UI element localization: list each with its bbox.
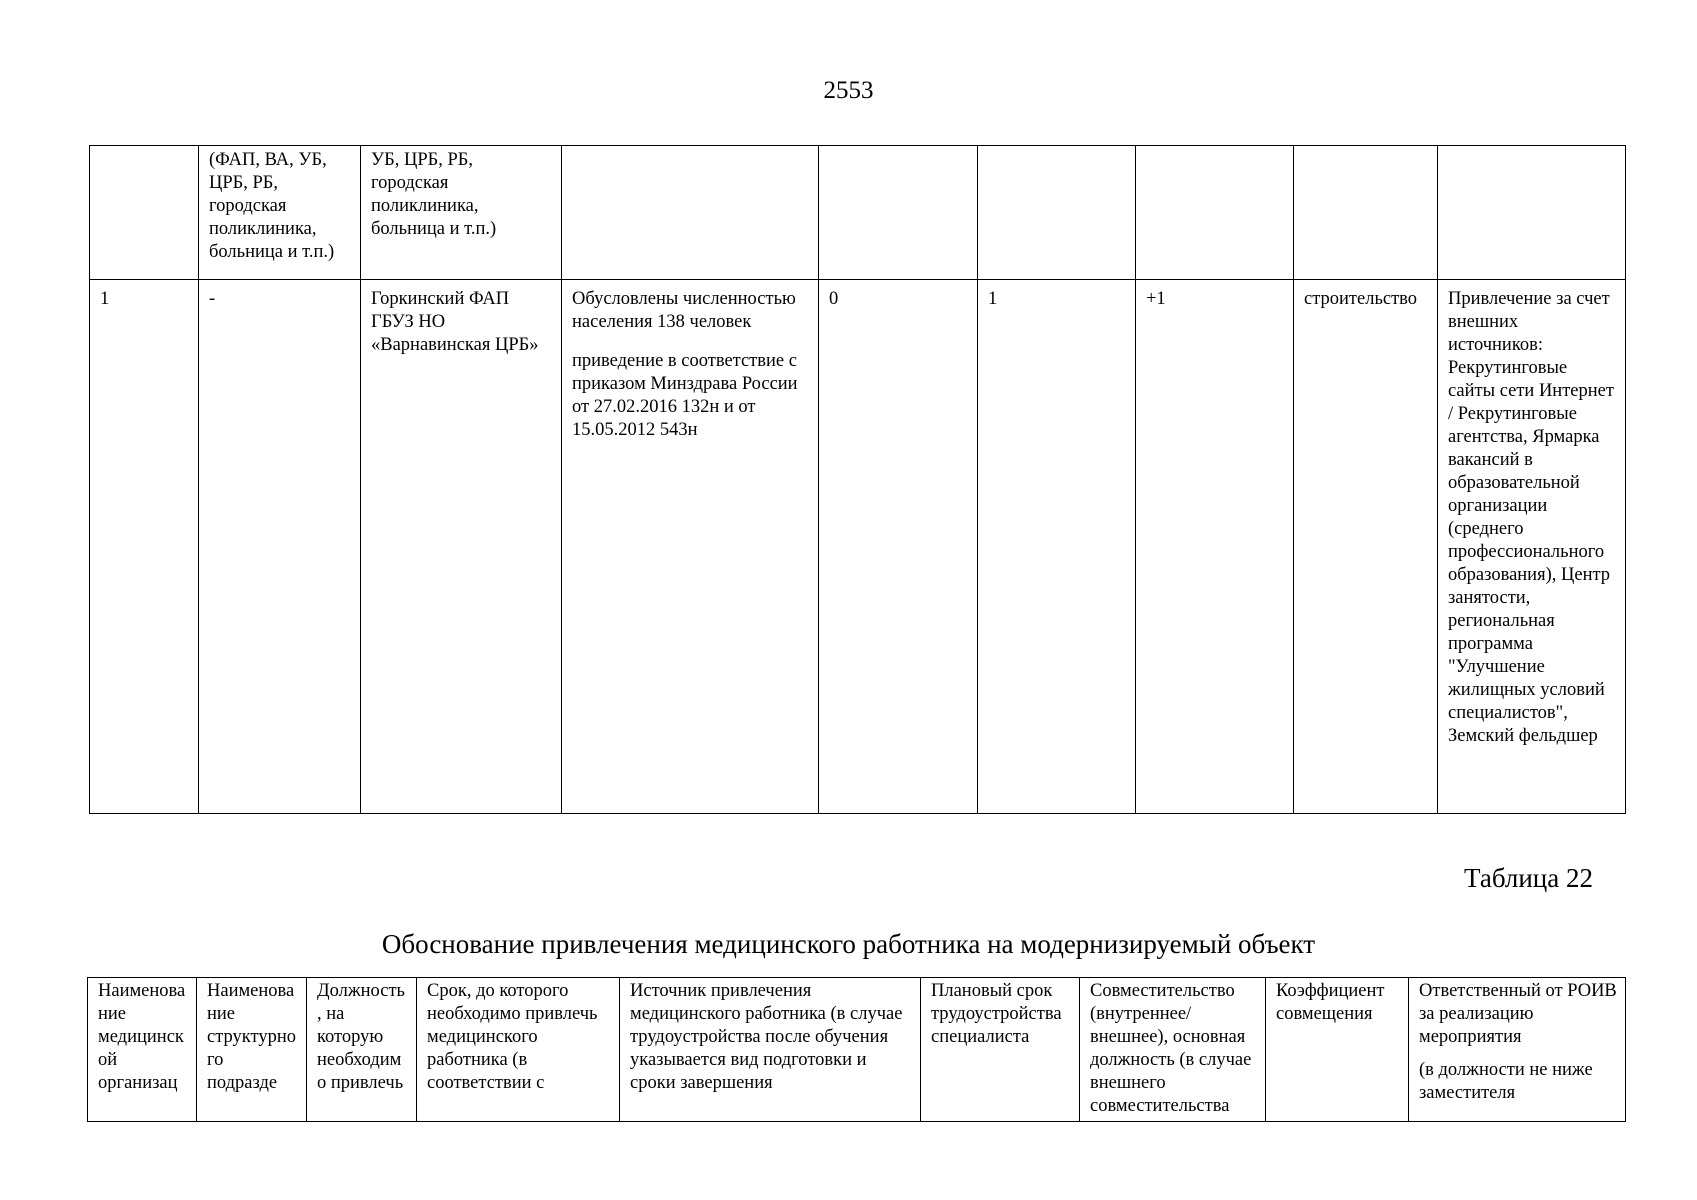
table-title: Обоснование привлечения медицинского работника на модернизируемый объект bbox=[381, 929, 1316, 959]
column-header: Срок, до которого необходимо привлечь медицинского работника (в соответствии с bbox=[417, 978, 620, 1122]
facility-name: Горкинский ФАП ГБУЗ НО «Варнавинская ЦРБ» bbox=[361, 280, 562, 814]
bottom-table bbox=[87, 977, 1626, 1122]
value-after: 1 bbox=[978, 280, 1136, 814]
column-header: Наименование медицинской организац bbox=[88, 978, 197, 1122]
column-header: Наименование структурного подразде bbox=[197, 978, 307, 1122]
justification-cell bbox=[562, 280, 819, 814]
justification-population: Обусловлены численностью населения 138 человек bbox=[572, 289, 796, 332]
responsible-header-note: (в должности не ниже заместителя bbox=[1419, 1060, 1593, 1103]
column-header: Плановый срок трудоустройства специалиста bbox=[921, 978, 1080, 1122]
table-cell bbox=[819, 146, 978, 280]
row-dash: - bbox=[199, 280, 361, 814]
table-cell: (ФАП, ВА, УБ, ЦРБ, РБ, городская поликлиника, больница и т.п.) bbox=[199, 146, 361, 280]
attraction-sources: Привлечение за счет внешних источников: Рекрутинговые сайты сети Интернет / Рекрутинговые агентства, Ярмарка вакансий в образовательной организации (среднего профессионального образования), Центр занятости, региональная программа "Улучшение жилищных условий специалистов", Земский фельдшер bbox=[1438, 280, 1626, 814]
table-cell bbox=[562, 146, 819, 280]
table-cell bbox=[1294, 146, 1438, 280]
column-header: Совместительство (внутреннее/внешнее), основная должность (в случае внешнего совместительства bbox=[1080, 978, 1266, 1122]
column-header: Коэффициент совмещения bbox=[1266, 978, 1409, 1122]
table-header-row bbox=[88, 978, 1626, 1122]
column-header: Источник привлечения медицинского работника (в случае трудоустройства после обучения указывается вид подготовки и сроки завершения bbox=[620, 978, 921, 1122]
value-before: 0 bbox=[819, 280, 978, 814]
table-label: Таблица 22 bbox=[1464, 863, 1593, 893]
table-cell bbox=[978, 146, 1136, 280]
top-table bbox=[89, 145, 1626, 814]
column-header bbox=[1409, 978, 1626, 1122]
row-number: 1 bbox=[90, 280, 199, 814]
column-header: Должность, на которую необходимо привлечь bbox=[307, 978, 417, 1122]
value-change: +1 bbox=[1136, 280, 1294, 814]
table-cell: УБ, ЦРБ, РБ, городская поликлиника, больница и т.п.) bbox=[361, 146, 562, 280]
table-row bbox=[90, 280, 1626, 814]
page-number: 2553 bbox=[823, 77, 874, 104]
table-cell bbox=[90, 146, 199, 280]
responsible-header: Ответственный от РОИВ за реализацию мероприятия bbox=[1419, 981, 1617, 1047]
justification-order: приведение в соответствие с приказом Минздрава России от 27.02.2016 132н и от 15.05.2012 543н bbox=[572, 351, 798, 440]
work-type: строительство bbox=[1294, 280, 1438, 814]
table-row bbox=[90, 146, 1626, 280]
table-cell bbox=[1136, 146, 1294, 280]
table-cell bbox=[1438, 146, 1626, 280]
